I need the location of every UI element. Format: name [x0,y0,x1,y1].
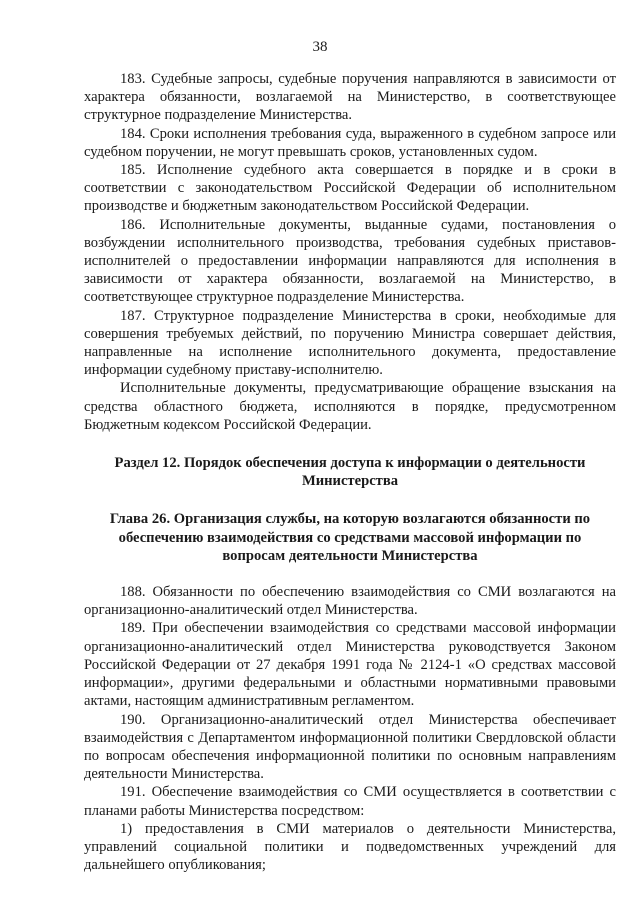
paragraph-191: 191. Обеспечение взаимодействия со СМИ осуществляется в соответствии с планами работы Министерства посредством: [84,784,616,819]
paragraph-183: 183. Судебные запросы, судебные поручения направляются в зависимости от характера обязанности, возлагаемой на Министерство, в соответствующее структурное подразделение Министерства. [84,71,616,124]
paragraph-190: 190. Организационно-аналитический отдел Министерства обеспечивает взаимодействия с Департаментом информационной политики Свердловской области по вопросам обеспечения информационной политики по основным направлениям деятельности Министерства. [84,711,616,783]
paragraph-185: 185. Исполнение судебного акта совершается в порядке и в сроки в соответствии с законодательством Российской Федерации об исполнительном производстве и бюджетным законодательством Российской Федерации. [84,162,616,215]
chapter-title: Глава 26. Организация службы, на которую возлагаются обязанности по обеспечению взаимодействия со средствами массовой информации по вопросам деятельности Министерства [109,511,591,564]
paragraph-187-continued: Исполнительные документы, предусматривающие обращение взыскания на средства областного бюджета, исполняются в порядке, предусмотренном Бюджетным кодексом Российской Федерации. [84,380,616,433]
paragraph-189: 189. При обеспечении взаимодействия со средствами массовой информации организационно-аналитический отдел Министерства руководствуется Законом Российской Федерации от 27 декабря 1991 года № 2124-1 «О средствах массовой информации», другими федеральными и областными нормативными правовыми актами, настоящим административным регламентом. [84,620,616,710]
document-body [84,70,616,874]
paragraph-187: 187. Структурное подразделение Министерства в сроки, необходимые для совершения требуемых действий, по поручению Министра совершает действия, направленные на исполнение исполнительного документа, предоставление информации судебному приставу-исполнителю. [84,307,616,379]
section-title: Раздел 12. Порядок обеспечения доступа к информации о деятельности Министерства [114,455,586,490]
paragraph-186: 186. Исполнительные документы, выданные судами, постановления о возбуждении исполнительного производства, требования судебных приставов-исполнителей о предоставлении информации направляются для исполнения в зависимости от характера обязанности, возлагаемой на Министерство, в соответствующее структурное подразделение Министерства. [84,216,616,306]
paragraph-188: 188. Обязанности по обеспечению взаимодействия со СМИ возлагаются на организационно-аналитический отдел Министерства. [84,584,616,619]
list-item-1: 1) предоставления в СМИ материалов о деятельности Министерства, управлений социальной политики и подведомственных учреждений для дальнейшего опубликования; [84,820,616,874]
paragraph-184: 184. Сроки исполнения требования суда, выраженного в судебном запросе или судебном поручении, не могут превышать сроков, установленных судом. [84,125,616,160]
page-number: 38 [312,39,328,55]
